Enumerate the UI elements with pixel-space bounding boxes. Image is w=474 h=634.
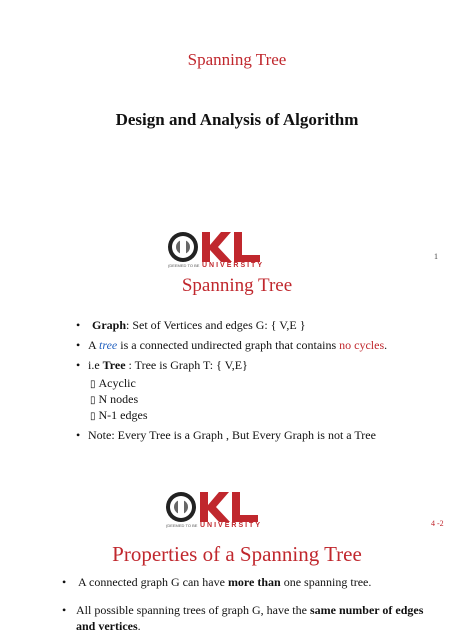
- prop1-post: one spanning tree.: [280, 575, 372, 589]
- logo-wordmark: UNIVERSITY: [202, 262, 265, 269]
- graph-term: Graph: [92, 318, 127, 332]
- graph-definition: : Set of Vertices and edges G: { V,E }: [126, 318, 306, 332]
- logo-caption: (DEEMED TO BE: [166, 523, 198, 528]
- prop2-line2: and vertices: [76, 619, 138, 633]
- note-text: Note: Every Tree is a Graph , But Every Graph is not a Tree: [88, 428, 376, 442]
- missing-glyph-box-icon: ▯: [90, 411, 96, 422]
- missing-glyph-box-icon: ▯: [90, 395, 96, 406]
- prop2-post: .: [137, 619, 141, 633]
- bullet-multiple-spanning-trees: • A connected graph G can have more than one spanning tree.: [62, 575, 372, 589]
- logo-caption: (DEEMED TO BE: [168, 263, 200, 268]
- no-cycles-text: no cycles: [339, 338, 385, 352]
- prop1-bold: more than: [227, 575, 281, 589]
- tree-text-post: .: [384, 338, 388, 352]
- logo-wordmark: UNIVERSITY: [200, 522, 263, 529]
- bullet-note: • Note: Every Tree is a Graph , But Every Graph is not a Tree: [76, 428, 376, 442]
- sub-item-label: N-1 edges: [98, 408, 148, 422]
- page-number: 1: [434, 252, 438, 261]
- bullet-tree: • A tree is a connected undirected graph that contains no cycles.: [76, 338, 388, 352]
- ie-text: i.e: [88, 358, 103, 372]
- tree-word: tree: [99, 338, 118, 352]
- prop2-pre: All possible spanning trees of graph G, have the: [76, 603, 310, 617]
- sub-item-n-1-edges: [90, 407, 148, 425]
- slide2-title: Spanning Tree: [181, 275, 293, 296]
- missing-glyph-box-icon: ▯: [90, 379, 96, 390]
- page-number-2: 4 -2: [431, 519, 444, 528]
- sub-item-label: N nodes: [98, 392, 139, 406]
- prop2-bold: same number of edges: [309, 603, 424, 617]
- sub-item-label: Acyclic: [98, 376, 136, 390]
- tree-definition: : Tree is Graph T: { V,E}: [125, 358, 248, 372]
- slide1-title: Spanning Tree: [187, 50, 287, 69]
- tree-text-mid: is a connected undirected graph that contains: [117, 338, 340, 352]
- bullet-ie-tree: • i.e Tree : Tree is Graph T: { V,E}: [76, 358, 248, 372]
- kl-university-logo-2: [164, 488, 274, 532]
- bullet-graph: • Graph: Set of Vertices and edges G: { V,E }: [76, 318, 306, 332]
- slide3-title: Properties of a Spanning Tree: [112, 542, 362, 566]
- kl-university-logo: [166, 228, 276, 272]
- tree-term: Tree: [102, 358, 126, 372]
- bullet-same-edges: • All possible spanning trees of graph G, have the same number of edges and vertices.: [62, 603, 424, 633]
- slide1-subtitle: Design and Analysis of Algorithm: [115, 110, 359, 129]
- tree-text-pre: A: [88, 338, 100, 352]
- prop1-pre: A connected graph G can have: [78, 575, 228, 589]
